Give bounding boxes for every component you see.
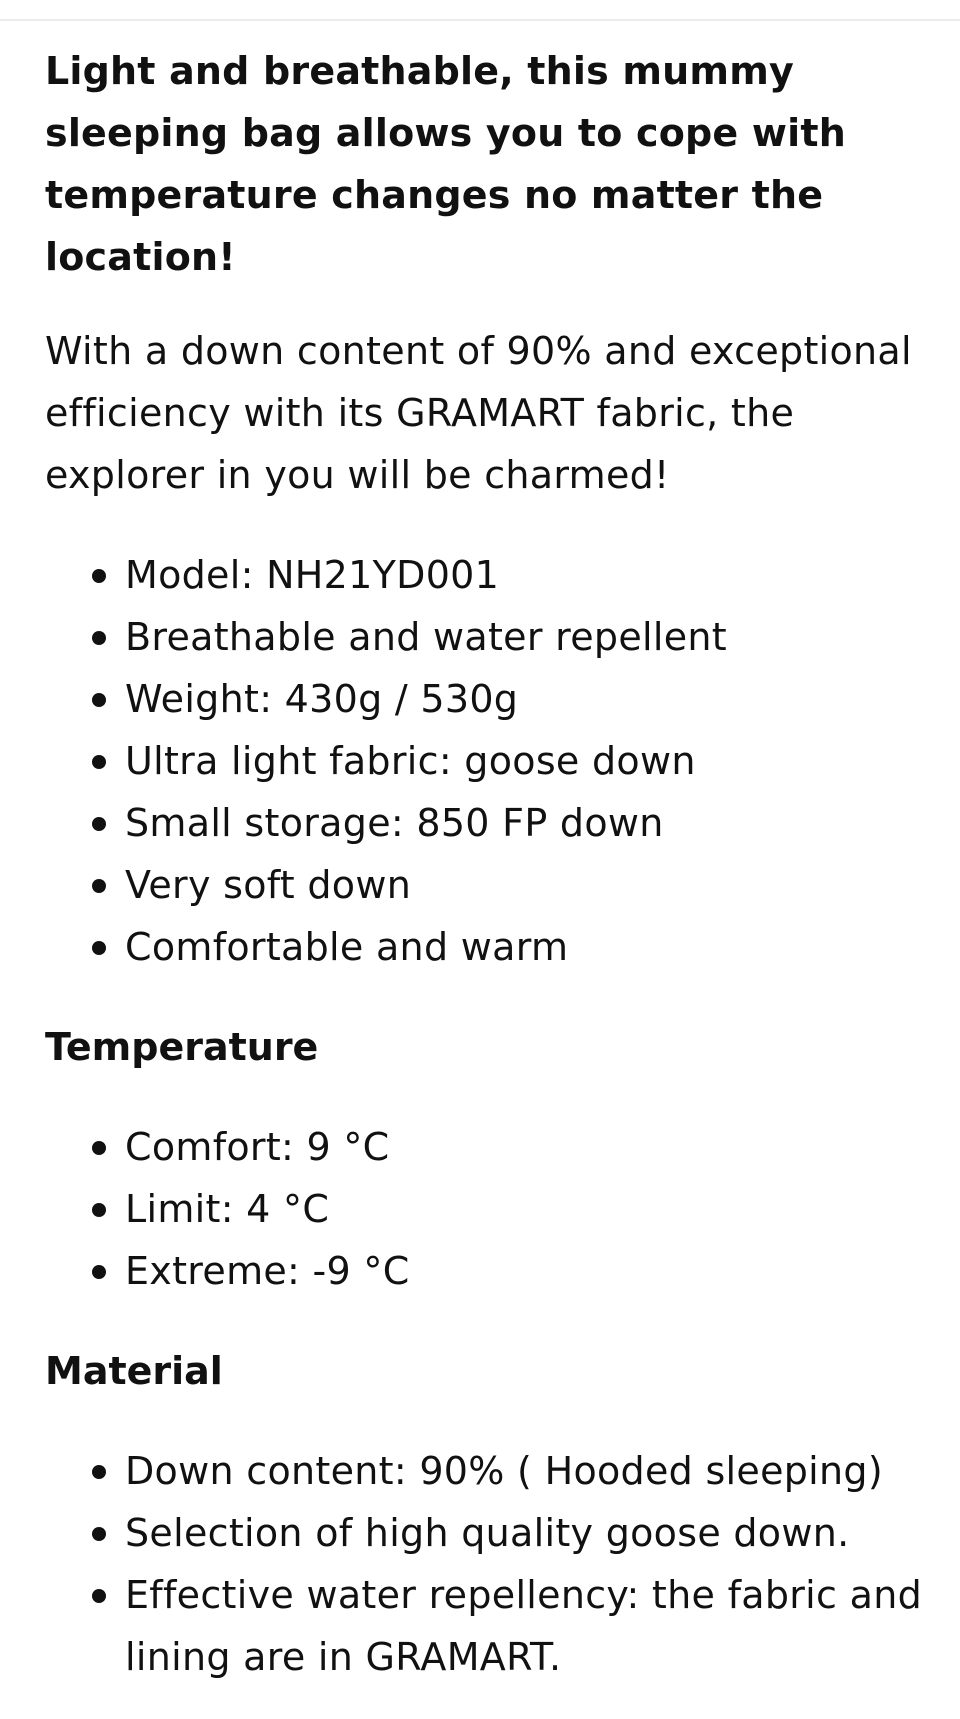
description-lead: Light and breathable, this mummy sleeping bag allows you to cope with temperature changes no matter the location!	[45, 49, 846, 279]
top-divider	[0, 19, 960, 21]
list-item-text: Extreme: -9 °C	[125, 1249, 410, 1293]
list-item-text: Limit: 4 °C	[125, 1187, 330, 1231]
material-heading: Material	[45, 1349, 223, 1393]
material-list	[45, 1440, 925, 1688]
list-item	[125, 730, 925, 792]
bullet-icon	[92, 817, 106, 831]
list-item	[125, 1440, 925, 1502]
list-item-text: Down content: 90% ( Hooded sleeping)	[125, 1449, 883, 1493]
list-item-text: Comfortable and warm	[125, 925, 569, 969]
bullet-icon	[92, 631, 106, 645]
list-item-text: Very soft down	[125, 863, 412, 907]
list-item	[125, 1240, 925, 1302]
list-item	[125, 916, 925, 978]
temperature-list	[45, 1116, 925, 1302]
temperature-heading: Temperature	[45, 1025, 319, 1069]
list-item-text: Model: NH21YD001	[125, 553, 500, 597]
bullet-icon	[92, 1141, 106, 1155]
list-item-text: Weight: 430g / 530g	[125, 677, 519, 721]
list-item-text: Ultra light fabric: goose down	[125, 739, 696, 783]
bullet-icon	[92, 879, 106, 893]
list-item	[125, 792, 925, 854]
description-paragraph: With a down content of 90% and exceptional efficiency with its GRAMART fabric, the explorer in you will be charmed!	[45, 329, 912, 497]
list-item-text: Breathable and water repellent	[125, 615, 727, 659]
list-item	[125, 606, 925, 668]
bullet-icon	[92, 569, 106, 583]
bullet-icon	[92, 693, 106, 707]
bullet-icon	[92, 1265, 106, 1279]
bullet-icon	[92, 1527, 106, 1541]
list-item-text: Comfort: 9 °C	[125, 1125, 390, 1169]
list-item-text: Selection of high quality goose down.	[125, 1511, 850, 1555]
product-description	[45, 40, 925, 1688]
list-item	[125, 1564, 925, 1688]
list-item	[125, 544, 925, 606]
list-item-text: Effective water repellency: the fabric and lining are in GRAMART.	[125, 1573, 922, 1679]
bullet-icon	[92, 1465, 106, 1479]
list-item-text: Small storage: 850 FP down	[125, 801, 664, 845]
features-list	[45, 544, 925, 978]
list-item	[125, 668, 925, 730]
bullet-icon	[92, 1589, 106, 1603]
list-item	[125, 1116, 925, 1178]
bullet-icon	[92, 755, 106, 769]
bullet-icon	[92, 1203, 106, 1217]
bullet-icon	[92, 941, 106, 955]
list-item	[125, 1502, 925, 1564]
list-item	[125, 854, 925, 916]
list-item	[125, 1178, 925, 1240]
